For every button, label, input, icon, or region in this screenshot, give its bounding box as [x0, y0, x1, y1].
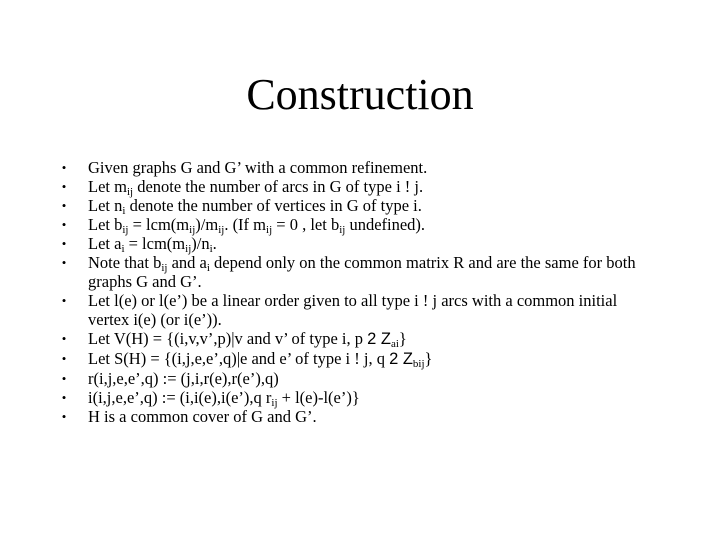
subscript: i — [209, 243, 213, 255]
bullet-text — [88, 349, 432, 368]
bullet-item — [58, 177, 658, 196]
subscript: bij — [412, 358, 425, 370]
text-run: depend only on the common matrix R and are the same for both graphs G and G’. — [88, 253, 636, 291]
bullet-text — [88, 329, 407, 348]
bullet-item — [58, 349, 658, 369]
bullet-list — [58, 158, 658, 426]
bullet-item — [58, 369, 658, 388]
subscript: i — [122, 205, 126, 217]
bullet-item — [58, 291, 658, 329]
bullet-item — [58, 388, 658, 407]
subscript: ij — [126, 186, 134, 198]
text-run: Let n — [88, 196, 123, 215]
symbol-text: 2 Z — [389, 350, 413, 368]
text-run: Note that b — [88, 253, 162, 272]
text-run: and a — [167, 253, 207, 272]
bullet-icon: • — [61, 390, 67, 405]
text-run: Given graphs G and G’ with a common refinement. — [88, 158, 428, 177]
subscript: ij — [122, 224, 129, 236]
subscript: ij — [271, 397, 278, 409]
text-run: )/m — [195, 215, 219, 234]
bullet-icon: • — [61, 371, 67, 386]
bullet-item — [58, 215, 658, 234]
bullet-text — [88, 291, 617, 329]
text-run: Let b — [88, 215, 123, 234]
slide-title: Construction — [246, 70, 474, 119]
bullet-text — [88, 215, 425, 234]
bullet-item — [58, 253, 658, 291]
bullet-item — [58, 196, 658, 215]
text-run: } — [424, 349, 433, 368]
text-run: Let m — [88, 177, 127, 196]
text-run: = 0 , let b — [272, 215, 340, 234]
bullet-text — [88, 234, 217, 253]
bullet-icon: • — [61, 331, 67, 346]
bullet-text — [88, 407, 317, 426]
bullet-icon: • — [61, 351, 67, 366]
bullet-text — [88, 158, 427, 177]
text-run: = lcm(m — [128, 215, 190, 234]
text-run: Let l(e) or l(e’) be a linear order given to all type i ! j arcs with a common initial vertex i(e) (or i(e’)). — [88, 291, 618, 329]
subscript: i — [206, 262, 210, 274]
bullet-icon: • — [61, 409, 67, 424]
subscript: ij — [185, 243, 192, 255]
bullet-text — [88, 369, 279, 388]
subscript: ij — [339, 224, 346, 236]
bullet-icon: • — [61, 160, 67, 175]
bullet-item — [58, 329, 658, 349]
bullet-text — [88, 253, 636, 291]
text-run: )/n — [191, 234, 210, 253]
text-run: . — [212, 234, 217, 253]
text-run: Let a — [88, 234, 122, 253]
bullet-icon: • — [61, 198, 67, 213]
symbol-text: 2 Z — [367, 330, 391, 348]
bullet-text — [88, 388, 360, 407]
bullet-icon: • — [61, 217, 67, 232]
subscript: ij — [161, 262, 168, 274]
bullet-text — [88, 177, 423, 196]
text-run: undefined). — [345, 215, 426, 234]
bullet-item — [58, 234, 658, 253]
bullet-icon: • — [61, 293, 67, 308]
text-run: = lcm(m — [124, 234, 186, 253]
bullet-item — [58, 158, 658, 177]
text-run: Let S(H) = {(i,j,e,e’,q)|e and e’ of type i ! j, q — [88, 349, 390, 368]
subscript: ij — [266, 224, 273, 236]
text-run: denote the number of arcs in G of type i ! j. — [133, 177, 424, 196]
subscript: ai — [390, 338, 399, 350]
text-run: denote the number of vertices in G of type i. — [125, 196, 422, 215]
bullet-item — [58, 407, 658, 426]
text-run: Let V(H) = {(i,v,v’,p)|v and v’ of type i, p — [88, 329, 368, 348]
bullet-icon: • — [61, 179, 67, 194]
bullet-icon: • — [61, 255, 67, 270]
subscript: ij — [189, 224, 196, 236]
text-run: r(i,j,e,e’,q) := (j,i,r(e),r(e’),q) — [88, 369, 279, 388]
text-run: H is a common cover of G and G’. — [88, 407, 317, 426]
text-run: + l(e)-l(e’)} — [277, 388, 360, 407]
text-run: . (If m — [224, 215, 267, 234]
text-run: } — [398, 329, 407, 348]
subscript: ij — [218, 224, 225, 236]
bullet-icon: • — [61, 236, 67, 251]
bullet-text — [88, 196, 422, 215]
subscript: i — [121, 243, 125, 255]
text-run: i(i,j,e,e’,q) := (i,i(e),i(e’),q r — [88, 388, 272, 407]
